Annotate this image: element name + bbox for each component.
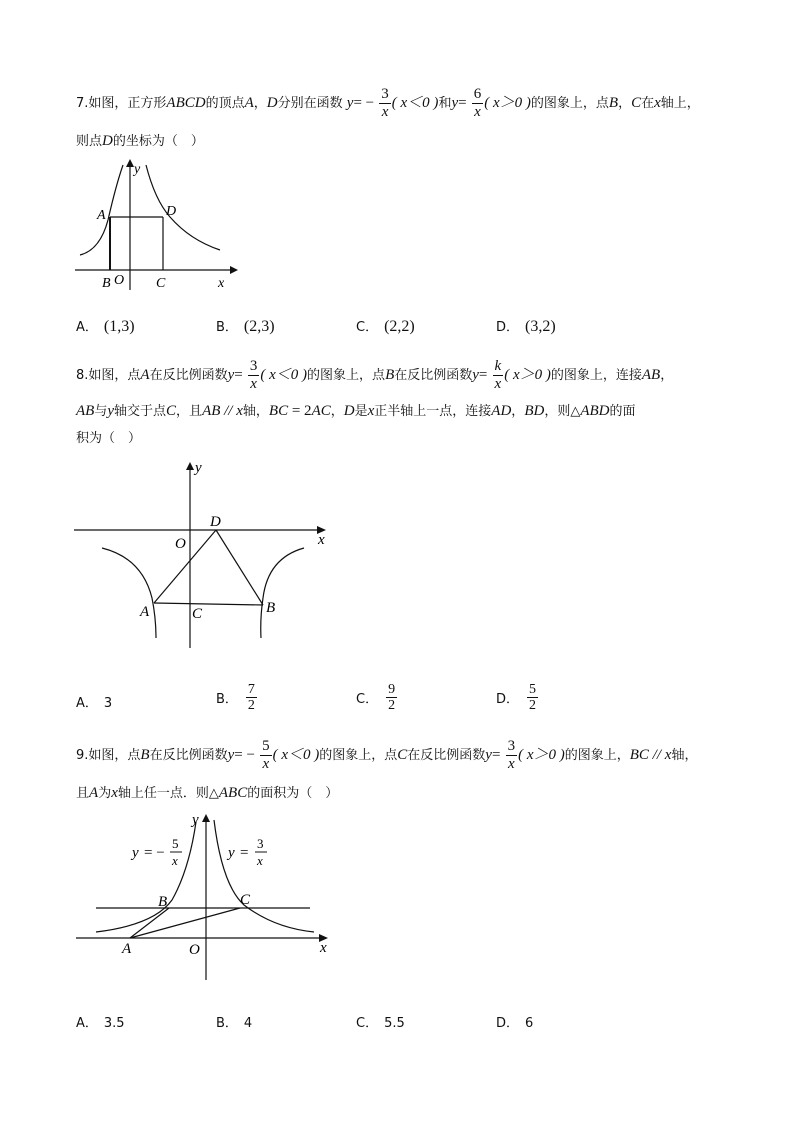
q8-option-c[interactable]: C． $\frac{9}{2}$ — [356, 682, 396, 713]
q8-stem-line1: 8.如图，点A在反比例函数y= $\frac{3}{x}$ ( x＜0 )的图象上，点B在反比例函数y= $\frac{k}{x}$ ( x＞0 )的图象上，连接AB， — [76, 358, 674, 392]
q9-label-a: A — [122, 941, 132, 957]
q8-fraction-k-over-x: $\frac{k}{x}$ — [494, 358, 502, 392]
q9-left-eq-num: 5 — [172, 836, 179, 851]
q7-label-o: O — [114, 273, 125, 288]
q9-right-eq-den: x — [257, 853, 263, 868]
q9-label-o: O — [189, 942, 200, 958]
q8-label-a: A — [140, 604, 150, 620]
q9-label-c: C — [240, 892, 251, 908]
q9-option-d[interactable]: D． 6 — [496, 1016, 534, 1031]
q8-right-hyperbola — [261, 548, 304, 638]
q7-label-b: B — [102, 276, 111, 291]
q9-fraction-neg5-over-x: $\frac{5}{x}$ — [262, 738, 270, 772]
q8-y-axis-arrow — [186, 462, 194, 470]
q7-label-y: y — [134, 162, 141, 177]
q9-option-c[interactable]: C． 5.5 — [356, 1016, 405, 1031]
q7-label-d: D — [166, 204, 177, 219]
q8-label-d: D — [210, 514, 221, 530]
q9-right-hyperbola — [214, 820, 314, 932]
q9-right-eq-num: 3 — [257, 836, 264, 851]
q7-figure — [70, 155, 245, 295]
q7-option-a[interactable]: A． (1,3) — [76, 318, 135, 335]
q9-y-axis-arrow — [202, 814, 210, 822]
q8-label-b: B — [266, 600, 276, 616]
q7-right-hyperbola — [146, 165, 220, 250]
q8-segment-ab — [154, 603, 263, 605]
q7-stem-line1: 7.如图，正方形ABCD的顶点A，D分别在函数 y= − $\frac{3}{x}$ ( x＜0 )和y= $\frac{6}{x}$ ( x＞0 )的图象上，点B，C在x轴上， — [76, 86, 700, 120]
q9-left-eq-sign: = − — [144, 845, 165, 861]
q8-label-o: O — [175, 536, 186, 552]
q8-left-hyperbola — [102, 548, 156, 638]
q7-fraction-6-over-x: $\frac{6}{x}$ — [473, 86, 482, 120]
q9-label-x: x — [320, 940, 327, 956]
q9-option-a[interactable]: A． 3.5 — [76, 1016, 125, 1031]
q9-fraction-3-over-x: $\frac{3}{x}$ — [507, 738, 516, 772]
q7-option-d[interactable]: D． (3,2) — [496, 318, 556, 335]
q9-left-hyperbola — [96, 822, 196, 932]
q7-stem-line2: 则点D的坐标为（ ） — [76, 133, 204, 149]
q7-y-axis-arrow — [126, 159, 134, 167]
q8-fraction-3-over-x: $\frac{3}{x}$ — [249, 358, 258, 392]
q7-label-c: C — [156, 276, 166, 291]
q9-stem-line1: 9.如图，点B在反比例函数y= − $\frac{5}{x}$ ( x＜0 )的图象上，点C在反比例函数y= $\frac{3}{x}$ ( x＞0 )的图象上，BC // x轴， — [76, 738, 698, 772]
q9-right-eq-sign: = — [240, 845, 249, 861]
q7-label-a: A — [97, 208, 106, 223]
q8-figure — [72, 458, 337, 653]
q9-label-b: B — [158, 894, 168, 910]
q7-label-x: x — [218, 276, 225, 291]
q8-option-b[interactable]: B． $\frac{7}{2}$ — [216, 682, 255, 713]
q7-x-axis-arrow — [230, 266, 238, 274]
q8-option-d[interactable]: D． $\frac{5}{2}$ — [496, 682, 537, 713]
q8-segment-bd — [216, 530, 263, 605]
q9-right-eq-y: y — [228, 845, 235, 861]
q9-label-y: y — [192, 812, 199, 828]
q9-segment-ac — [130, 908, 240, 938]
q9-stem-line2: 且A为x轴上任一点．则△ABC的面积为（ ） — [76, 785, 339, 801]
q8-label-y: y — [195, 460, 202, 476]
q9-left-eq-y: y — [132, 845, 139, 861]
q9-option-b[interactable]: B． 4 — [216, 1016, 253, 1031]
q8-label-x: x — [318, 532, 325, 548]
q8-label-c: C — [192, 606, 203, 622]
q8-stem-line3: 积为（ ） — [76, 431, 142, 446]
q9-left-eq-den: x — [172, 853, 178, 868]
q7-fraction-neg3-over-x: $\frac{3}{x}$ — [381, 86, 389, 120]
q7-option-b[interactable]: B． (2,3) — [216, 318, 275, 335]
q9-figure — [74, 810, 339, 985]
q8-stem-line2: AB与y轴交于点C，且AB // x轴，BC = 2AC，D是x正半轴上一点，连接AD，BD，则△ABD的面 — [76, 403, 636, 419]
q8-option-a[interactable]: A． 3 — [76, 696, 113, 711]
q7-option-c[interactable]: C． (2,2) — [356, 318, 415, 335]
